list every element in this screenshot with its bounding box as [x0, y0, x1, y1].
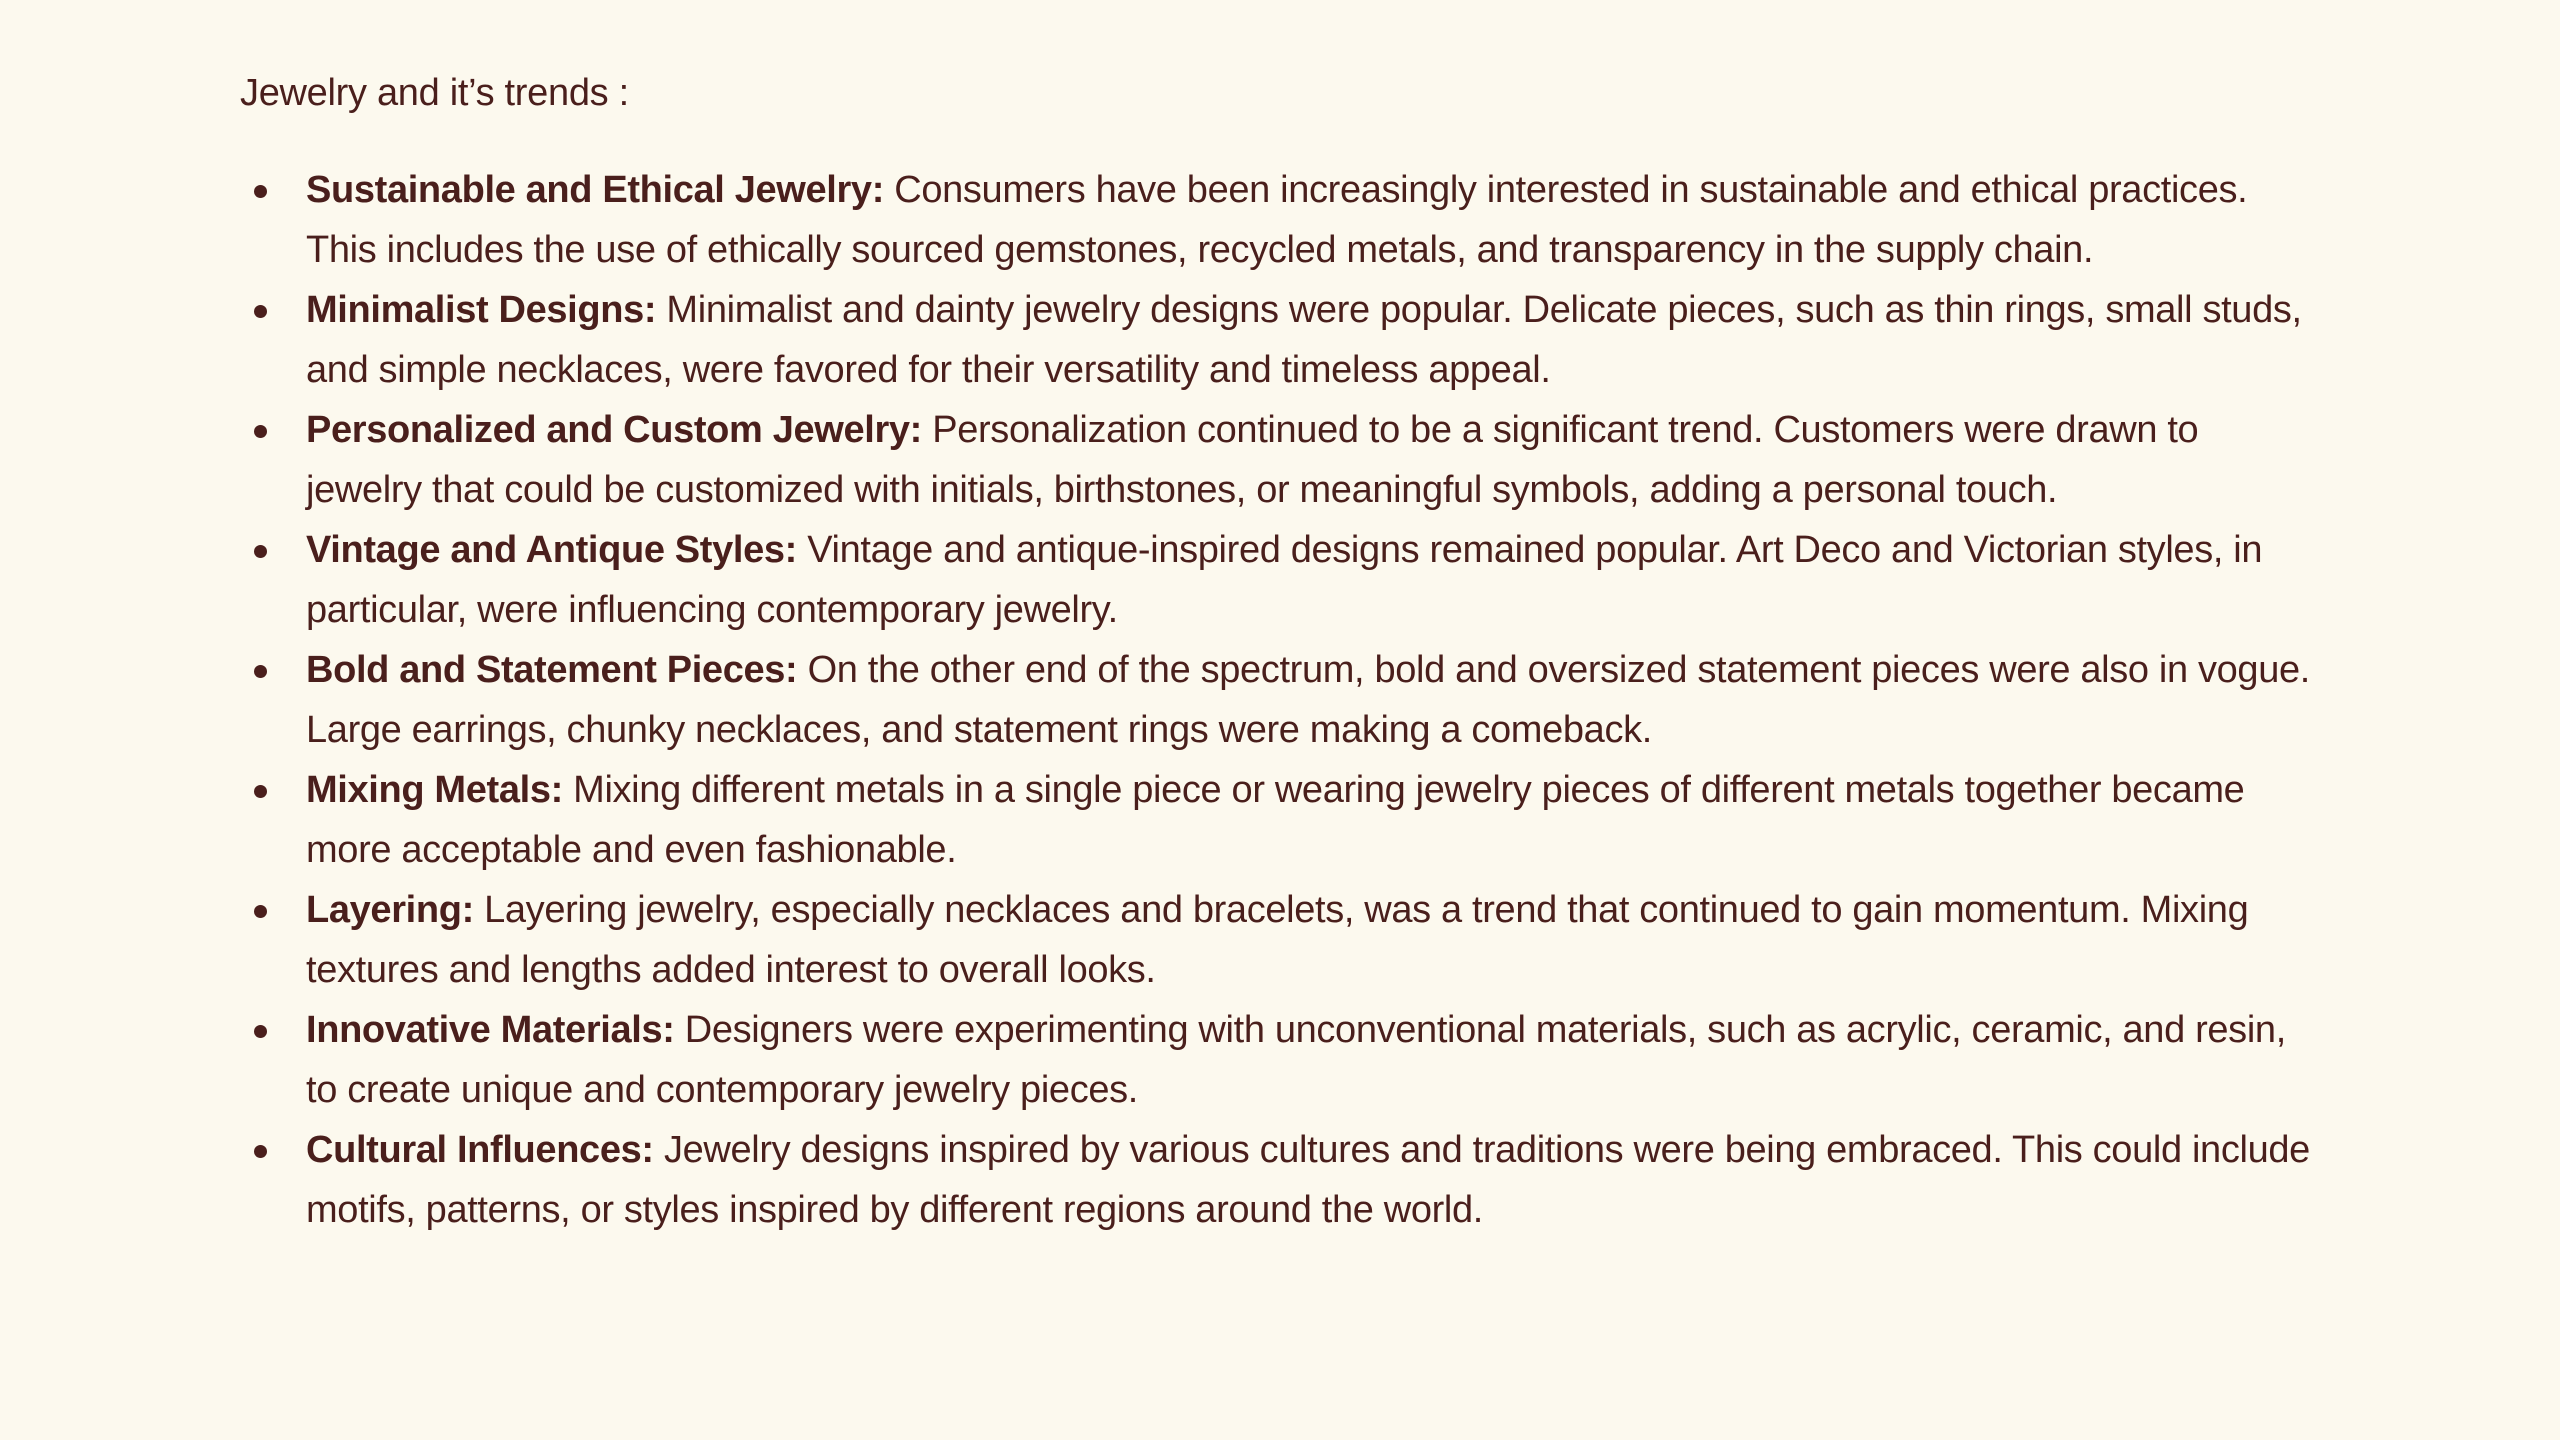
bullet-icon [254, 425, 267, 438]
bullet-icon [254, 665, 267, 678]
trend-term: Personalized and Custom Jewelry: [306, 409, 922, 451]
trend-term: Sustainable and Ethical Jewelry: [306, 169, 885, 211]
trend-description: On the other end of the spectrum, bold and oversized statement pieces were also in vogue. Large earrings, chunky necklaces, and statement rings were making a comeback. [306, 649, 2310, 751]
trend-description: Layering jewelry, especially necklaces and bracelets, was a trend that continued to gain momentum. Mixing textures and lengths added interest to overall looks. [306, 889, 2249, 991]
trend-term: Bold and Statement Pieces: [306, 649, 798, 691]
trend-description: Consumers have been increasingly interested in sustainable and ethical practices. This includes the use of ethically sourced gemstones, recycled metals, and transparency in the supply chain. [306, 169, 2248, 271]
trend-list [240, 160, 2320, 1240]
bullet-icon [254, 305, 267, 318]
trend-description: Vintage and antique-inspired designs remained popular. Art Deco and Victorian styles, in particular, were influencing contemporary jewelry. [306, 529, 2263, 631]
trend-description: Mixing different metals in a single piece or wearing jewelry pieces of different metals together became more acceptable and even fashionable. [306, 769, 2245, 871]
bullet-icon [254, 785, 267, 798]
trend-item-minimalist [240, 280, 2320, 400]
trend-description: Personalization continued to be a significant trend. Customers were drawn to jewelry that could be customized with initials, birthstones, or meaningful symbols, adding a personal touch. [306, 409, 2199, 511]
trend-item-layering [240, 880, 2320, 1000]
trend-term: Minimalist Designs: [306, 289, 657, 331]
trend-item-innovative-materials [240, 1000, 2320, 1120]
trend-term: Cultural Influences: [306, 1129, 654, 1171]
trend-item-vintage [240, 520, 2320, 640]
trend-item-personalized [240, 400, 2320, 520]
trend-term: Layering: [306, 889, 474, 931]
trend-item-sustainable [240, 160, 2320, 280]
document-heading: Jewelry and it’s trends : [240, 72, 629, 114]
bullet-icon [254, 1025, 267, 1038]
trend-item-bold-statement [240, 640, 2320, 760]
bullet-icon [254, 905, 267, 918]
trend-term: Innovative Materials: [306, 1009, 675, 1051]
trend-item-cultural-influences [240, 1120, 2320, 1240]
trend-item-mixing-metals [240, 760, 2320, 880]
trend-description: Minimalist and dainty jewelry designs were popular. Delicate pieces, such as thin rings, small studs, and simple necklaces, were favored for their versatility and timeless appeal. [306, 289, 2302, 391]
bullet-icon [254, 185, 267, 198]
trend-term: Mixing Metals: [306, 769, 563, 811]
trend-description: Designers were experimenting with unconventional materials, such as acrylic, ceramic, and resin, to create unique and contemporary jewelry pieces. [306, 1009, 2286, 1111]
trend-description: Jewelry designs inspired by various cultures and traditions were being embraced. This could include motifs, patterns, or styles inspired by different regions around the world. [306, 1129, 2310, 1231]
bullet-icon [254, 545, 267, 558]
trend-term: Vintage and Antique Styles: [306, 529, 797, 571]
bullet-icon [254, 1145, 267, 1158]
